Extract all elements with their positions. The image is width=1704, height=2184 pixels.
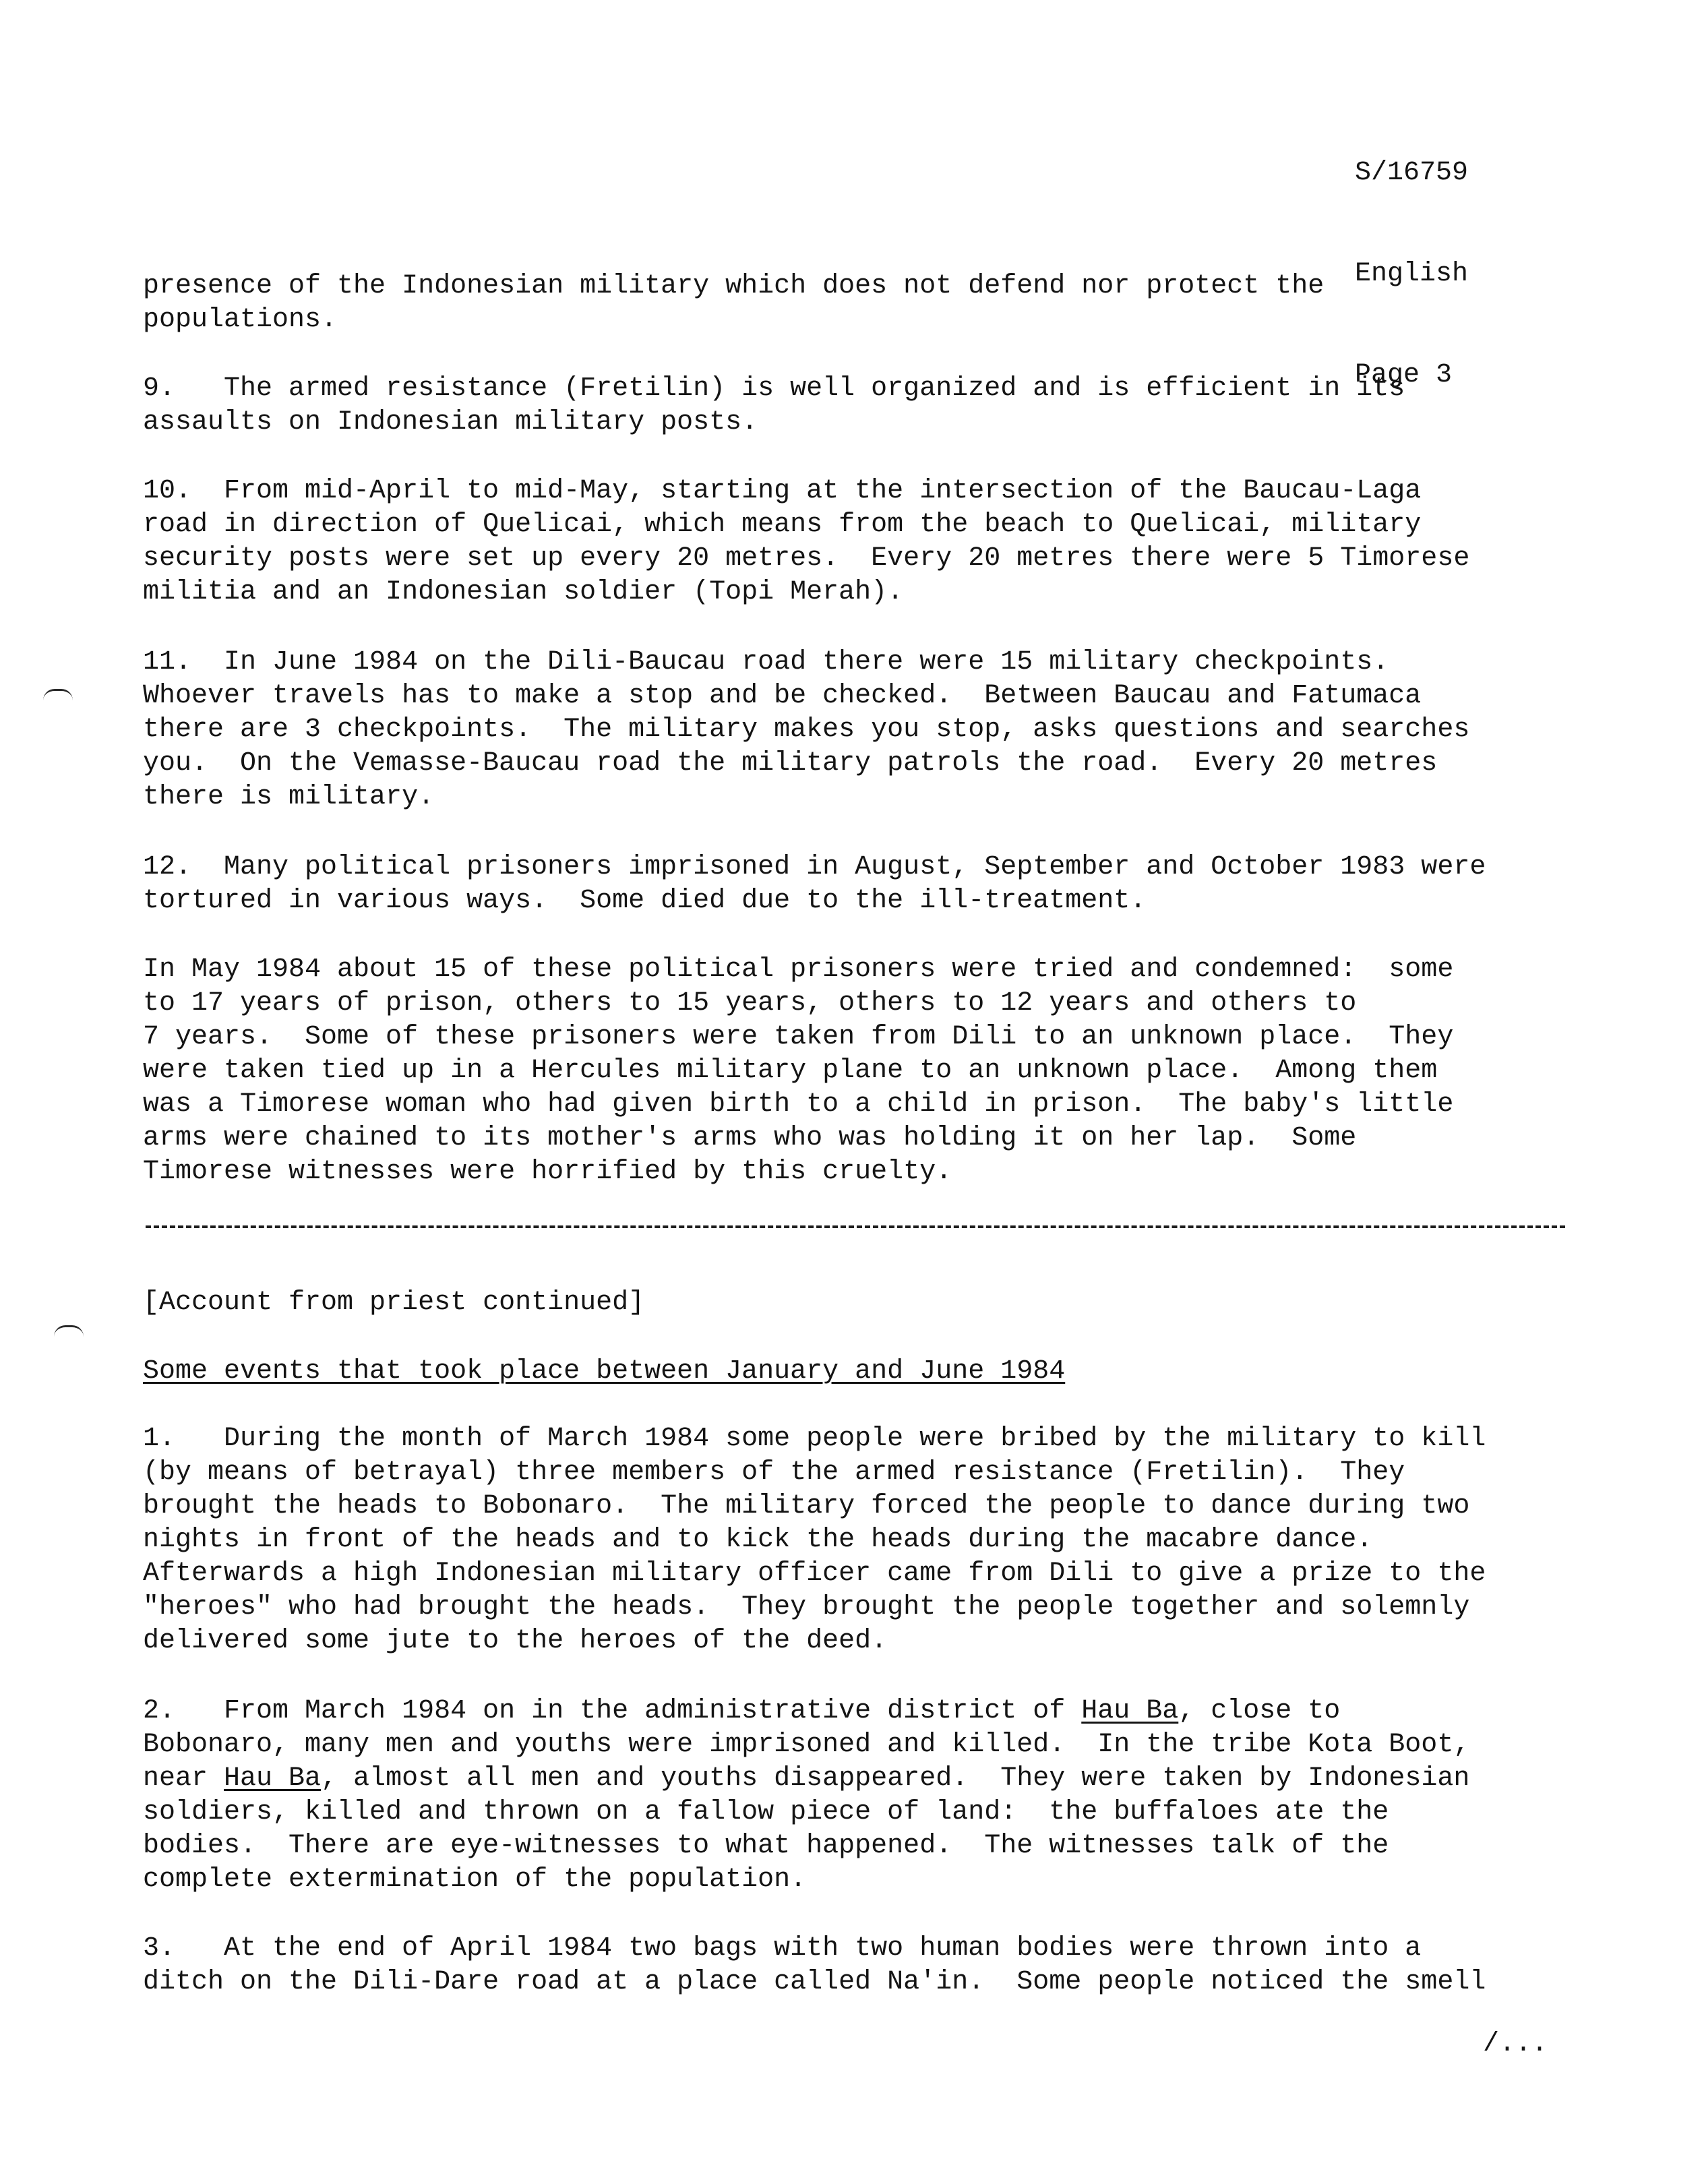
place-hau-ba: Hau Ba [1081, 1696, 1179, 1726]
paragraph-9: 9. The armed resistance (Fretilin) is well organized and is efficient in its assaults on Indonesian military posts. [143, 373, 1405, 437]
event-2-text-a: 2. From March 1984 on in the administrative district of [143, 1696, 1082, 1726]
paragraph-may-1984: In May 1984 about 15 of these political prisoners were tried and condemned: some to 17 years of prison, others to 15 years, others to 12 years and others to 7 years. Some of these prisoners were taken from Dili to an unknown place. They were taken tied up in a Hercules military plane to an unknown place. Among them was a Timorese woman who had given birth to a child in prison. The baby's little arms were chained to its mother's arms who was holding it on her lap. Some Timorese witnesses were horrified by this cruelty. [143, 954, 1454, 1187]
place-hau-ba-2: Hau Ba [224, 1763, 322, 1794]
paragraph-10: 10. From mid-April to mid-May, starting at the intersection of the Baucau-Laga road in direction of Quelicai, which means from the beach to Quelicai, military security posts were set up every 20 metres. Every 20 metres there were 5 Timorese militia and an Indonesian soldier (Topi Merah). [143, 476, 1470, 607]
event-2-text-e: , almost all men and youths disappeared. They were taken by Indonesian [321, 1763, 1470, 1794]
section-note: [Account from priest continued] [143, 1287, 645, 1318]
event-1: 1. During the month of March 1984 some people were bribed by the military to kill (by means of betrayal) three members of the armed resistance (Fretilin). They brought the heads to Bobonaro. The military forced the people to dance during two nights in front of the heads and to kick the heads during the macabre dance. Afterwards a high Indonesian military officer came from Dili to give a prize to the "heroes" who had brought the heads. They brought the people together and solemnly delivered some jute to the heroes of the deed. [143, 1424, 1486, 1656]
document-symbol: S/16759 [1355, 158, 1469, 188]
section-heading: Some events that took place between January and June 1984 [143, 1356, 1066, 1387]
event-2-text-c: Bobonaro, many men and youths were imprisoned and killed. In the tribe Kota Boot, [143, 1730, 1470, 1760]
paragraph-12: 12. Many political prisoners imprisoned in August, September and October 1983 were tortured in various ways. Some died due to the ill-treatment. [143, 852, 1486, 916]
paragraph-11: 11. In June 1984 on the Dili-Baucau road there were 15 military checkpoints. Whoever travels has to make a stop and be checked. Between Baucau and Fatumaca there are 3 checkpoints. The military makes you stop, asks questions and searches you. On the Vemasse-Baucau road the military patrols the road. Every 20 metres there is military. [143, 647, 1470, 812]
event-3: 3. At the end of April 1984 two bags with two human bodies were thrown into a ditch on the Dili-Dare road at a place called Na'in. Some people noticed the smell [143, 1933, 1486, 1997]
event-2-text-b: , close to [1178, 1696, 1341, 1726]
event-2-text-f: soldiers, killed and thrown on a fallow piece of land: the buffaloes ate the bodies. There are eye-witnesses to what happened. The witnesses talk of the complete extermination of the population. [143, 1797, 1389, 1895]
section-divider [146, 1225, 1565, 1228]
event-2-text-d: near [143, 1763, 224, 1794]
margin-scan-mark [43, 689, 73, 700]
margin-scan-mark [54, 1325, 84, 1337]
paragraph-presence: presence of the Indonesian military which does not defend nor protect the populations. [143, 271, 1325, 335]
continuation-mark: /... [1483, 2029, 1548, 2059]
page-number: Page 3 [1355, 360, 1453, 390]
event-2 [143, 1695, 1469, 1897]
document-language: English [1355, 259, 1469, 289]
